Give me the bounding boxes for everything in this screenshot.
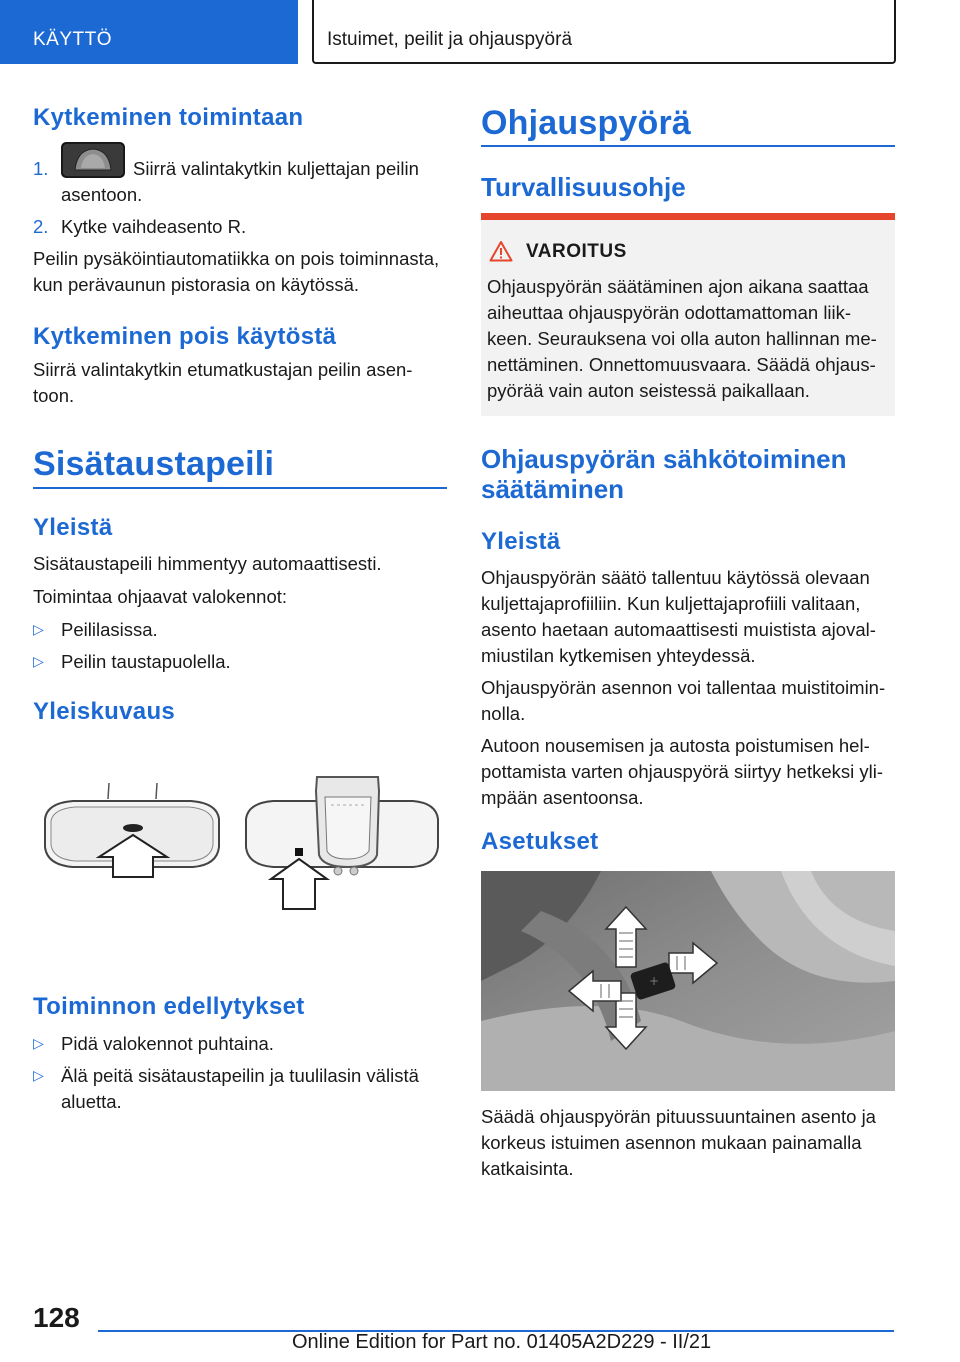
chapter-label: Istuimet, peilit ja ohjauspyörä — [327, 29, 573, 50]
warning-bar — [481, 213, 895, 220]
step-1-text: Siirrä valintakytkin kuljettajan peilin — [133, 158, 419, 179]
bullet-text: Älä peitä sisätaustapeilin ja tuulilasin välistä — [61, 1065, 419, 1086]
mirror-title-rule — [33, 487, 447, 489]
electric-p1-line: asento haetaan automaattisesti muistista ajoval- — [481, 619, 876, 640]
activation-note-1: Peilin pysäköintiautomatiikka on pois toiminnasta, — [33, 248, 440, 269]
warning-line: aiheuttaa ohjauspyörän odottamattoman liik- — [487, 302, 852, 323]
steering-title-rule — [481, 145, 895, 147]
warning-triangle-icon — [489, 240, 513, 262]
list-item — [33, 1063, 419, 1090]
electric-p2-line: nolla. — [481, 703, 526, 724]
svg-text:+: + — [649, 974, 660, 988]
section-label: KÄYTTÖ — [33, 29, 113, 50]
activation-note-2: kun perävaunun pistorasia on käytössä. — [33, 274, 360, 295]
deactivation-text-2: toon. — [33, 385, 75, 406]
bullet-text: Peililasissa. — [61, 619, 158, 640]
mirror-controlled-by: Toimintaa ohjaavat valokennot: — [33, 586, 288, 607]
triangle-bullet-icon: ▷ — [33, 1067, 44, 1083]
electric-heading-2: säätäminen — [481, 474, 625, 504]
warning-title: VAROITUS — [526, 241, 627, 262]
electric-heading-1: Ohjauspyörän sähkötoiminen — [481, 444, 847, 474]
list-item — [33, 617, 158, 644]
requirements-heading: Toiminnon edellytykset — [33, 993, 305, 1020]
mirror-title: Sisätaustapeili — [33, 445, 275, 483]
deactivation-text-1: Siirrä valintakytkin etumatkustajan peilin asen- — [33, 359, 413, 380]
mirror-general-text: Sisätaustapeili himmentyy automaattisesti. — [33, 553, 382, 574]
bullet-text: Pidä valokennot puhtaina. — [61, 1033, 274, 1054]
triangle-bullet-icon: ▷ — [33, 1035, 44, 1051]
list-item — [33, 1031, 274, 1058]
footer-edition: Online Edition for Part no. 01405A2D229 - II/21 — [292, 1331, 712, 1353]
settings-text-line: Säädä ohjauspyörän pituussuuntainen asento ja — [481, 1106, 876, 1127]
bullet-text: Peilin taustapuolella. — [61, 651, 231, 672]
settings-heading: Asetukset — [481, 828, 599, 855]
steering-adjust-photo — [481, 871, 895, 1091]
step-2-number: 2. — [33, 216, 49, 237]
electric-general-heading: Yleistä — [481, 528, 561, 555]
electric-p2-line: Ohjauspyörän asennon voi tallentaa muistitoimin- — [481, 677, 886, 698]
triangle-bullet-icon: ▷ — [33, 621, 44, 637]
electric-p3-line: Autoon nousemisen ja autosta poistumisen hel- — [481, 735, 870, 756]
page-number: 128 — [33, 1302, 80, 1333]
step-1-number: 1. — [33, 158, 49, 179]
electric-p1-line: kuljettajaprofiiliin. Kun kuljettajaprofiili valitaan, — [481, 593, 861, 614]
settings-text-line: katkaisinta. — [481, 1158, 574, 1179]
warning-line: nettäminen. Onnettomuusvaara. Säädä ohjaus- — [487, 354, 876, 375]
step-1-text-cont: asentoon. — [61, 184, 143, 205]
settings-text-line: korkeus istuimen asennon mukaan painamalla — [481, 1132, 862, 1153]
step-1 — [33, 156, 61, 182]
mirror-switch-icon — [61, 142, 125, 178]
bullet-text-cont: aluetta. — [61, 1091, 122, 1112]
overview-heading: Yleiskuvaus — [33, 698, 176, 725]
electric-p1-line: miustilan kytkemisen yhteydessä. — [481, 645, 756, 666]
mirror-general-heading: Yleistä — [33, 514, 113, 541]
triangle-bullet-icon: ▷ — [33, 653, 44, 669]
mirror-illustration — [33, 755, 447, 915]
step-2 — [33, 214, 246, 240]
warning-line: Ohjauspyörän säätäminen ajon aikana saattaa — [487, 276, 869, 297]
list-item — [33, 649, 231, 676]
safety-heading: Turvallisuusohje — [481, 172, 686, 202]
electric-p3-line: mpään asentoonsa. — [481, 787, 644, 808]
warning-line: keen. Seurauksena voi olla auton hallinnan me- — [487, 328, 877, 349]
electric-p1-line: Ohjauspyörän säätö tallentuu käytössä olevaan — [481, 567, 870, 588]
deactivation-heading: Kytkeminen pois käytöstä — [33, 323, 337, 350]
steering-title: Ohjauspyörä — [481, 104, 692, 142]
electric-p3-line: pottamista varten ohjauspyörä siirtyy hetkeksi yli- — [481, 761, 884, 782]
warning-line: pyörää vain auton seistessä paikallaan. — [487, 380, 810, 401]
activation-heading: Kytkeminen toimintaan — [33, 104, 304, 131]
chapter-tab — [312, 0, 896, 64]
section-tab — [0, 0, 298, 64]
step-2-text: Kytke vaihdeasento R. — [61, 216, 247, 237]
